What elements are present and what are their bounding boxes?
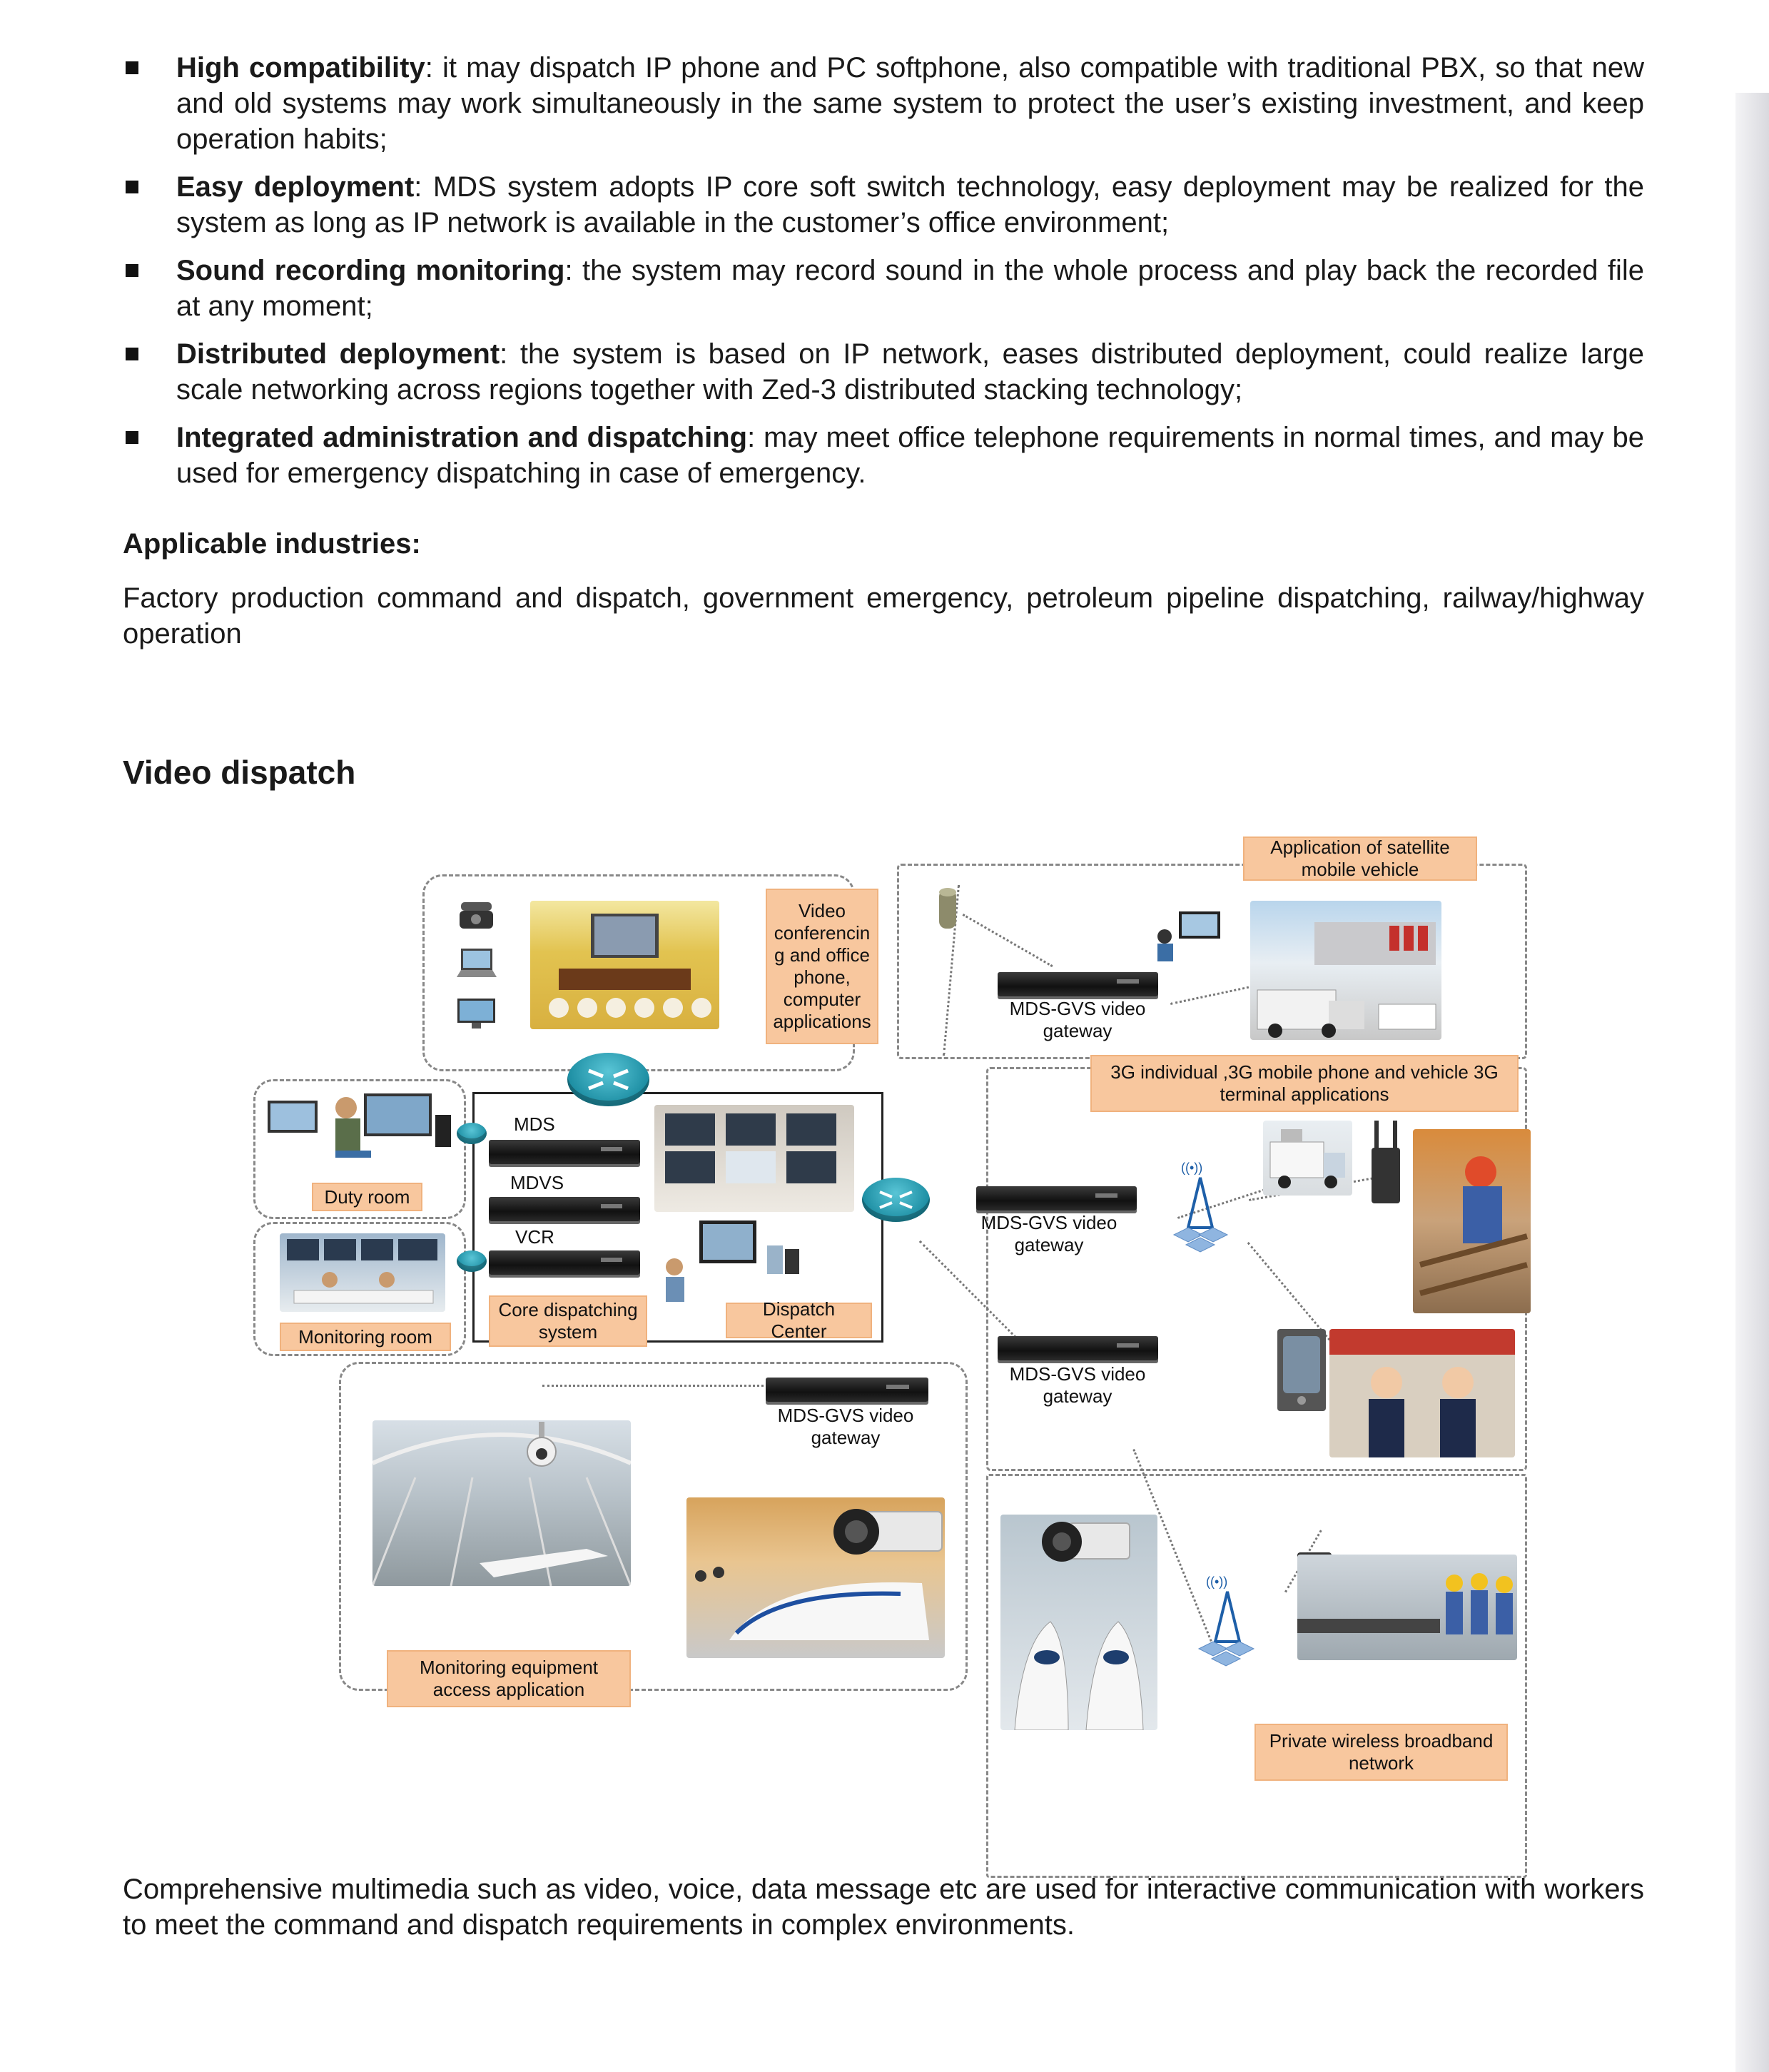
gateway-device-icon <box>998 1336 1158 1360</box>
mdvs-label: MDVS <box>510 1172 564 1193</box>
satellite-vehicle-photo <box>1250 901 1441 1040</box>
industries-heading: Applicable industries: <box>123 528 421 560</box>
private-wireless-label: Private wireless broadband network <box>1254 1724 1508 1781</box>
bullet-term: Distributed deployment <box>176 338 500 370</box>
core-dispatch-label: Core dispatching system <box>489 1295 647 1347</box>
maintenance-workers-photo <box>1297 1555 1517 1660</box>
camera-icon <box>1033 1515 1133 1568</box>
video-dispatch-description: Comprehensive multimedia such as video, voice, data message etc are used for interactive communication with workers to meet the command and dispatch requirements in complex environments. <box>123 1874 1644 1941</box>
feature-bullet-list <box>123 50 1644 503</box>
satellite-dish-icon <box>933 884 962 934</box>
bullet-text: : it may dispatch IP phone and PC softphone, also compatible with traditional PBX, so that new and old systems may work simultaneously in the same system to protect the user’s existing investment, and keep operation habits; <box>176 52 1644 155</box>
gateway-device-icon <box>766 1378 928 1402</box>
bullet-term: Integrated administration and dispatching <box>176 422 748 453</box>
3g-terminal-icon <box>1369 1119 1403 1205</box>
mdvs-server-icon <box>489 1197 640 1221</box>
monitoring-room-label: Monitoring room <box>280 1323 451 1351</box>
router-icon <box>567 1053 649 1106</box>
gateway-device-icon <box>976 1186 1137 1211</box>
dispatch-center-label: Dispatch Center <box>726 1303 872 1338</box>
page-edge-shadow <box>1735 93 1769 2072</box>
mds-server-icon <box>489 1140 640 1164</box>
monitoring-room-photo <box>280 1233 445 1312</box>
video-dispatch-diagram <box>243 828 1534 1784</box>
dispatch-operator-photo <box>660 1217 803 1310</box>
mobile-3g-label: 3G individual ,3G mobile phone and vehicle 3G terminal applications <box>1090 1055 1519 1112</box>
gateway-label: MDS-GVS video gateway <box>1009 998 1146 1041</box>
bullet-item <box>123 169 1644 241</box>
monitoring-equipment-label: Monitoring equipment access application <box>387 1650 631 1707</box>
bullet-square-icon <box>126 348 138 360</box>
antenna-icon <box>1181 1570 1274 1670</box>
gateway-device-icon <box>998 972 1158 996</box>
gateway-label: MDS-GVS video gateway <box>1009 1363 1146 1407</box>
bullet-square-icon <box>126 61 138 74</box>
bullet-square-icon <box>126 264 138 277</box>
station-hall-photo <box>372 1420 631 1586</box>
operator-workstation-photo <box>1143 908 1225 969</box>
bullet-item <box>123 420 1644 491</box>
duty-room-label: Duty room <box>312 1183 422 1211</box>
bullet-term: Easy deployment <box>176 171 415 203</box>
gateway-label: MDS-GVS video gateway <box>980 1212 1117 1255</box>
bullet-text: : MDS system adopts IP core soft switch technology, easy deployment may be realized for the system as long as IP network is available in the customer’s office environment; <box>176 171 1644 238</box>
bullet-term: High compatibility <box>176 52 425 84</box>
bullet-term: Sound recording monitoring <box>176 255 565 286</box>
vcr-server-icon <box>489 1250 640 1275</box>
satellite-label: Application of satellite mobile vehicle <box>1243 837 1477 881</box>
bullet-text: : the system is based on IP network, eases distributed deployment, could realize large scale networking across regions together with Zed-3 distributed stacking technology; <box>176 338 1645 405</box>
mds-label: MDS <box>514 1113 555 1135</box>
laptop-icon <box>455 946 498 981</box>
video-conference-label: Video conferencin g and office phone, computer applications <box>766 889 878 1044</box>
railway-worker-photo <box>1413 1129 1531 1313</box>
bullet-text: : the system may record sound in the whole process and play back the recorded file at any moment; <box>176 255 1644 322</box>
bullet-square-icon <box>126 181 138 193</box>
industries-text: Factory production command and dispatch, government emergency, petroleum pipeline dispatching, railway/highway operation <box>123 582 1644 650</box>
phone-icon <box>457 899 496 931</box>
connection-line <box>542 1385 764 1387</box>
svg-text:((•)): ((•)) <box>1206 1575 1228 1589</box>
gateway-label: MDS-GVS video gateway <box>777 1405 914 1448</box>
bullet-square-icon <box>126 431 138 444</box>
conference-room-photo <box>530 901 719 1029</box>
bullet-item <box>123 253 1644 324</box>
video-dispatch-heading: Video dispatch <box>123 754 356 791</box>
bullet-item <box>123 336 1644 408</box>
antenna-icon <box>1160 1156 1242 1256</box>
svg-text:((•)): ((•)) <box>1181 1161 1203 1175</box>
mobile-phone-icon <box>1277 1329 1326 1411</box>
router-icon <box>457 1123 487 1144</box>
station-staff-photo <box>1329 1329 1515 1457</box>
dispatch-video-wall-photo <box>654 1105 854 1212</box>
bullet-item <box>123 50 1644 157</box>
dome-camera-icon <box>524 1422 559 1472</box>
bullet-text: : may meet office telephone requirements in normal times, and may be used for emergency dispatching in case of emergency. <box>176 422 1644 489</box>
router-icon <box>862 1178 930 1222</box>
router-icon <box>457 1250 487 1272</box>
camera-icon <box>821 1505 946 1556</box>
computer-monitor-icon <box>453 996 500 1031</box>
duty-room-photo <box>264 1086 453 1179</box>
3g-vehicle-photo <box>1263 1121 1352 1196</box>
vcr-label: VCR <box>515 1226 554 1248</box>
